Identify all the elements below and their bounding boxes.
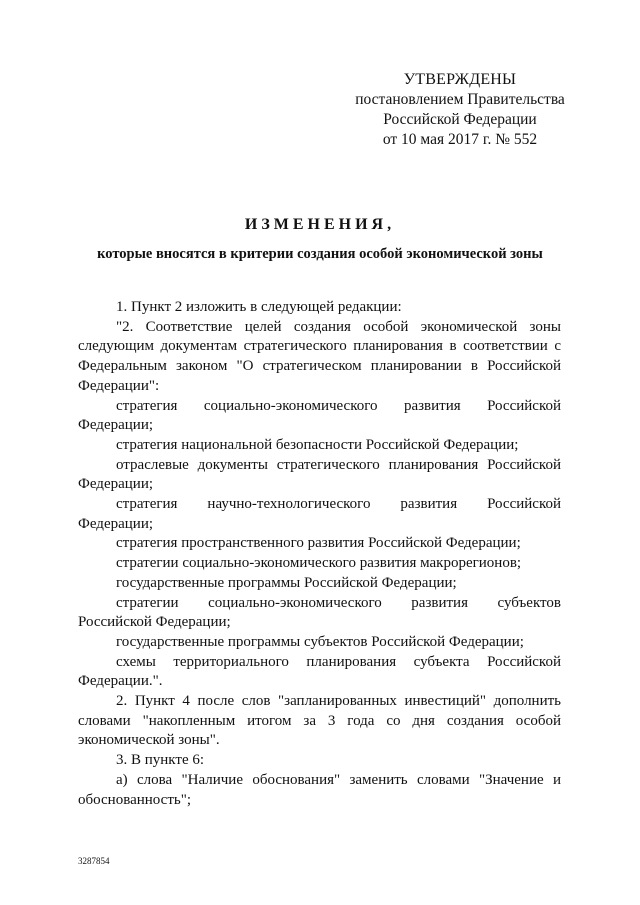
- document-title: ИЗМЕНЕНИЯ,: [244, 216, 396, 233]
- paragraph: стратегия национальной безопасности Российской Федерации;: [116, 436, 519, 453]
- approval-line-2: Российской Федерации: [383, 111, 537, 128]
- document-code: 3287854: [78, 856, 110, 866]
- paragraph: стратегия пространственного развития Российской Федерации;: [116, 535, 521, 552]
- paragraph: стратегии социально-экономического развития макрорегионов;: [116, 555, 522, 572]
- paragraph: государственные программы субъектов Российской Федерации;: [116, 633, 524, 650]
- approval-line-1: постановлением Правительства: [355, 91, 565, 108]
- paragraph: отраслевые документы стратегического планирования Российской Федерации;: [78, 456, 561, 493]
- paragraph: схемы территориального планирования субъекта Российской Федерации.".: [78, 653, 561, 690]
- paragraph: государственные программы Российской Федерации;: [116, 574, 457, 591]
- approval-line-3: от 10 мая 2017 г. № 552: [382, 131, 538, 148]
- paragraph: стратегии социально-экономического развития субъектов Российской Федерации;: [78, 594, 561, 631]
- paragraph: 3. В пункте 6:: [116, 752, 205, 769]
- paragraph: стратегия социально-экономического развития Российской Федерации;: [78, 397, 561, 434]
- approval-block: [340, 70, 580, 150]
- paragraph: а) слова "Наличие обоснования" заменить словами "Значение и обоснованность";: [78, 771, 561, 808]
- paragraph: стратегия научно-технологического развития Российской Федерации;: [78, 496, 561, 532]
- approval-heading: УТВЕРЖДЕНЫ: [403, 71, 517, 88]
- paragraph: 1. Пункт 2 изложить в следующей редакции:: [116, 299, 402, 315]
- paragraph: "2. Соответствие целей создания особой экономической зоны следующим документам стратегического планирования в соответствии с Федеральным законом "О стратегическом планировании в Российской Федерации":: [78, 318, 561, 394]
- document-body: [78, 298, 561, 810]
- document-subtitle: которые вносятся в критерии создания особой экономической зоны: [97, 246, 543, 262]
- paragraph: 2. Пункт 4 после слов "запланированных инвестиций" дополнить словами "накопленным итогом за 3 года со дня создания особой экономической зоны".: [78, 693, 561, 749]
